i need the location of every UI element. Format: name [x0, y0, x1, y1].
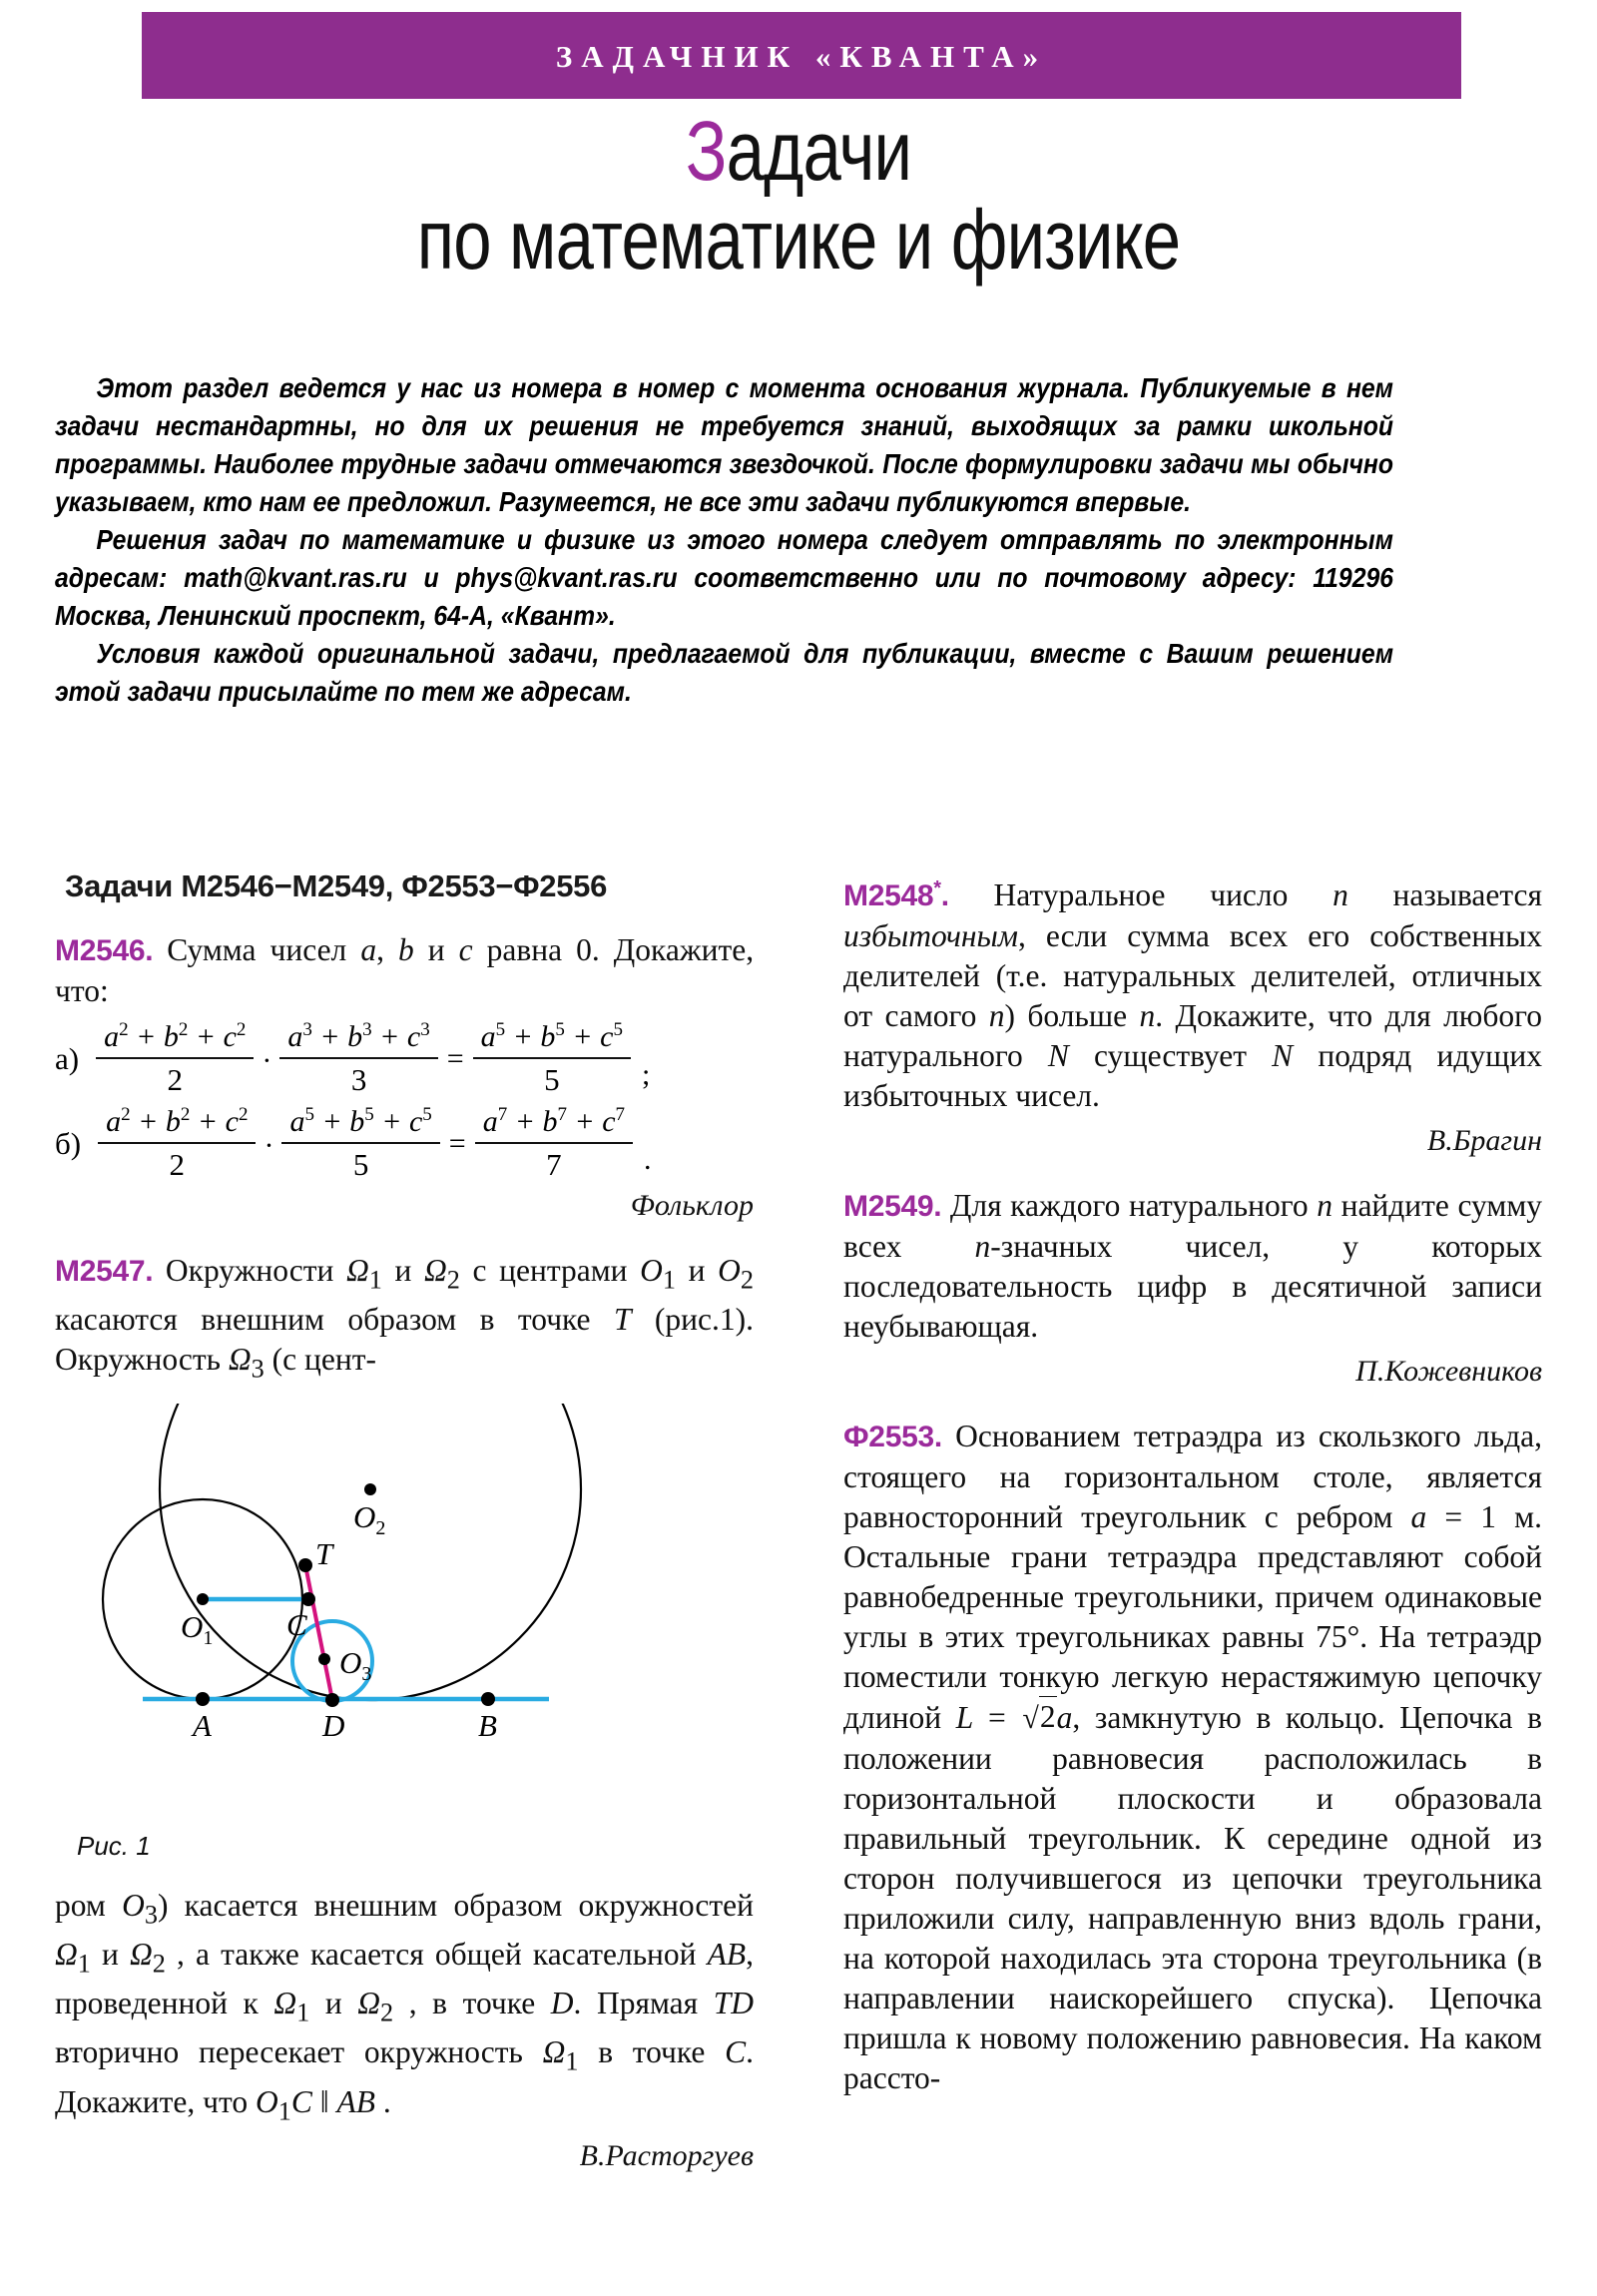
problem-m2547	[55, 1251, 754, 1390]
m2546-text-after: равна 0.	[486, 932, 600, 967]
author-m2548: В.Брагин	[1426, 1124, 1542, 1157]
equals-operator: =	[448, 1126, 466, 1160]
m2549-body: Для каждого натурального n найдите сумму всех n-значных чисел, у которых последовательность цифр в десятичной записи неубывающая.	[843, 1188, 1543, 1344]
figure-label-o3: $O_3$	[339, 1644, 372, 1685]
formula-m2546-a	[55, 1019, 754, 1098]
formula-a-f1-denominator: 2	[167, 1062, 183, 1097]
formula-a-f1-numerator: $a^2 + b^2 + c^2$	[104, 1019, 247, 1053]
m2546-var-b: b	[397, 932, 414, 967]
point-o2	[364, 1483, 376, 1495]
formula-b-f2-numerator: $a^5 + b^5 + c^5$	[289, 1104, 432, 1138]
problem-m2547-continued	[55, 1886, 754, 2131]
problem-m2549	[843, 1186, 1542, 1347]
line-td	[305, 1565, 332, 1700]
formula-b-fraction-3	[475, 1104, 633, 1183]
point-b	[481, 1692, 495, 1706]
formula-a-tail: ;	[642, 1058, 651, 1091]
problem-m2548	[843, 868, 1542, 1116]
formula-b-f1-numerator: $a^2 + b^2 + c^2$	[106, 1104, 249, 1138]
figure-1-caption: Рис. 1	[77, 1830, 151, 1861]
section-heading: Задачи М2546−М2549, Ф2553−Ф2556	[65, 868, 608, 903]
figure-1-svg	[55, 1404, 754, 1873]
right-column	[843, 868, 1542, 2106]
formula-b-tail: .	[644, 1143, 652, 1176]
m2546-var-a: a	[360, 932, 377, 967]
formula-a-fraction-1	[96, 1019, 254, 1098]
problem-tag-m2548: М2548*.	[843, 877, 949, 912]
formula-b-f3-numerator: $a^7 + b^7 + c^7$	[482, 1104, 626, 1138]
formula-a-f3-numerator: $a^5 + b^5 + c^5$	[480, 1019, 623, 1053]
figure-label-t: T	[315, 1535, 333, 1571]
formula-b-fraction-1	[98, 1104, 256, 1183]
formula-b-label: б)	[55, 1125, 82, 1161]
m2546-text-before: Сумма чисел	[167, 932, 347, 967]
figure-label-c: C	[286, 1606, 307, 1642]
m2546-prove: Докажите, что:	[55, 932, 755, 1008]
title-accent-letter: З	[685, 104, 727, 198]
figure-1	[55, 1404, 754, 1873]
figure-label-d: D	[322, 1707, 345, 1743]
formula-a-fraction-2	[279, 1019, 437, 1098]
problem-tag-f2553: Ф2553.	[843, 1421, 942, 1453]
author-m2546: Фольклор	[630, 1189, 754, 1222]
author-m2549: П.Кожевников	[1355, 1355, 1542, 1388]
point-c	[301, 1592, 315, 1606]
formula-a-fraction-3	[473, 1019, 631, 1098]
formula-a-label: а)	[55, 1040, 80, 1076]
m2547-line-1: Окружности $\Omega_1$ и $\Omega_2$ с центрами $O_1$ и $O_2$ касаются внешним образом в точке T (рис.1). Окружность $\Omega_3$ (с цент-	[55, 1253, 755, 1384]
formula-b-f3-denominator: 7	[546, 1147, 562, 1182]
multiply-operator: ·	[264, 1128, 274, 1162]
formula-m2546-b	[55, 1104, 754, 1183]
point-o1	[197, 1593, 209, 1605]
page-title	[0, 104, 1597, 287]
formula-b-f2-denominator: 5	[352, 1147, 369, 1182]
banner-title: ЗАДАЧНИК «КВАНТА»	[555, 39, 1048, 74]
f2553-body: Основанием тетраэдра из скользкого льда, стоящего на горизонтальном столе, является равносторонний треугольник с ребром a = 1 м. Остальные грани тетраэдра представляют собой равнобедренные треугольники, причем одинаковые углы в этих треугольниках равны 75°. На тетраэдр поместили тонкую легкую нерастяжимую цепочку длиной L = √2a, замкнутую в кольцо. Цепочка в положении равновесия расположилась в горизонтальной плоскости и образовала правильный треугольник. К середине одной из сторон получившегося из цепочки треугольника приложили силу, направленную вниз вдоль грани, на которой находилась эта сторона треугольника (в направлении наискорейшего спуска). Цепочка пришла к новому положению равновесия. На каком рассто-	[843, 1419, 1543, 2095]
intro-paragraph-3: Условия каждой оригинальной задачи, предлагаемой для публикации, вместе с Вашим решением этой задачи присылайте по тем же адресам.	[55, 638, 1393, 707]
figure-label-b: B	[478, 1707, 497, 1743]
problem-f2553	[843, 1417, 1542, 2098]
m2548-body: Натуральное число n называется избыточным, если сумма всех его собственных делителей (т.е. натуральных делителей, отличных от самого n) больше n. Докажите, что для любого натурального N существует N подряд идущих избыточных чисел.	[843, 877, 1542, 1113]
point-d	[325, 1693, 339, 1707]
intro-paragraph-2: Решения задач по математике и физике из этого номера следует отправлять по электронным адресам: math@kvant.ras.ru и phys@kvant.ras.ru соответственно или по почтовому адресу: 119296 Москва, Ленинский проспект, 64-А, «Квант».	[55, 524, 1393, 631]
header-banner	[142, 12, 1461, 99]
m2547-continuation: ром $O_3$) касается внешним образом окружностей $\Omega_1$ и $\Omega_2$ , а также касается общей касательной AB, проведенной к $\Omega_1$ и $\Omega_2$ , в точке D. Прямая TD вторично пересекает окружность $\Omega_1$ в точке C. Докажите, что $O_1C$ ‖ AB .	[55, 1887, 755, 2126]
problem-tag-m2546: М2546.	[55, 934, 154, 967]
figure-label-a: A	[193, 1707, 212, 1743]
formula-a-f3-denominator: 5	[544, 1062, 560, 1097]
m2546-var-c: c	[458, 932, 473, 967]
formula-a-f2-numerator: $a^3 + b^3 + c^3$	[287, 1019, 430, 1053]
figure-label-o2: $O_2$	[353, 1498, 386, 1539]
intro-block	[55, 369, 1393, 711]
problem-tag-m2549: М2549.	[843, 1190, 942, 1223]
sqrt-expression: √2a	[1020, 1697, 1072, 1739]
point-o3	[318, 1653, 330, 1665]
point-t	[298, 1558, 312, 1572]
figure-label-o1: $O_1$	[181, 1608, 214, 1649]
equals-operator: =	[446, 1041, 464, 1075]
point-a	[196, 1692, 210, 1706]
title-line-1-rest: адачи	[726, 104, 912, 198]
formula-b-f1-denominator: 2	[169, 1147, 186, 1182]
m2546-conj: и	[427, 932, 445, 967]
intro-paragraph-1: Этот раздел ведется у нас из номера в номер с момента основания журнала. Публикуемые в нем задачи нестандартны, но для их решения не требуется знаний, выходящих за рамки школьной программы. Наиболее трудные задачи отмечаются звездочкой. После формулировки задачи мы обычно указываем, кто нам ее предложил. Разумеется, не все эти задачи публикуются впервые.	[55, 372, 1393, 517]
problem-m2546: М2546. Сумма чисел a, b и c равна 0. Докажите, что:	[55, 932, 755, 1008]
title-line-2: по математике и физике	[416, 193, 1181, 287]
formula-a-f2-denominator: 3	[350, 1062, 367, 1097]
left-column	[55, 868, 754, 2201]
title-line-1	[144, 104, 1453, 198]
formula-b-fraction-2	[281, 1104, 439, 1183]
author-m2547: В.Расторгуев	[579, 2139, 754, 2173]
multiply-operator: ·	[262, 1043, 272, 1077]
problem-tag-m2547: М2547.	[55, 1255, 154, 1288]
